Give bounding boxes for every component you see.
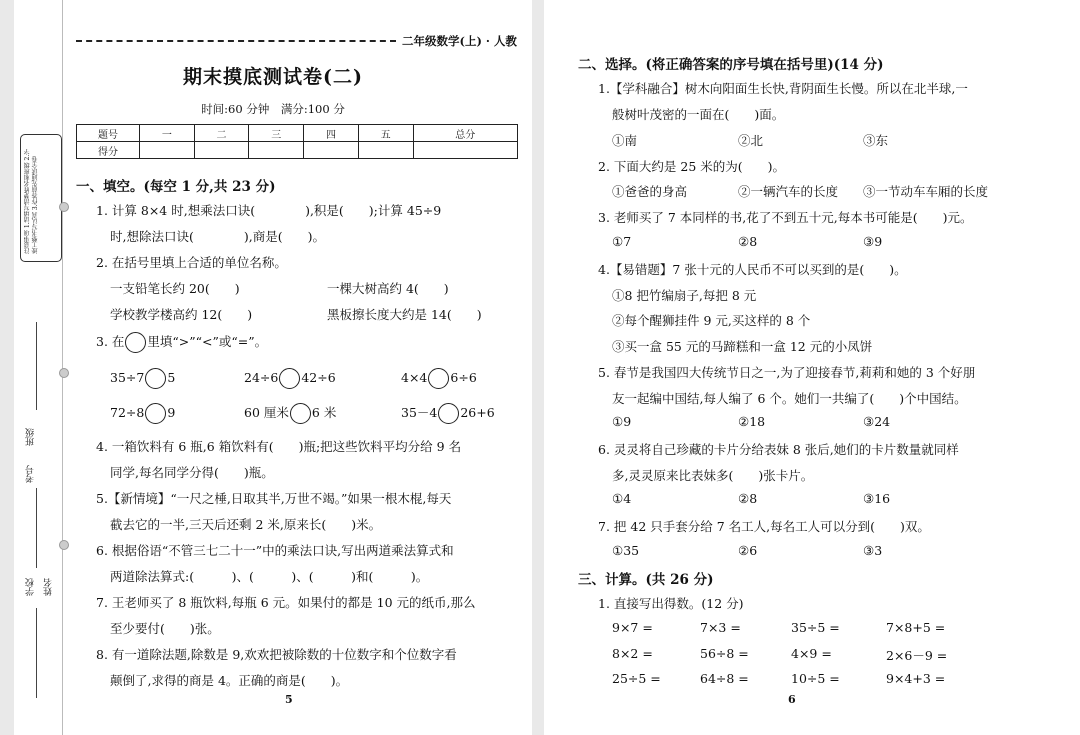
page-title: 期末摸底测试卷(二) bbox=[183, 66, 363, 88]
option[interactable]: ③一节动车车厢的长度 bbox=[863, 184, 989, 199]
option[interactable]: ①南 bbox=[612, 133, 638, 148]
r3-stem: 3. 老师买了 7 本同样的书,花了不到五十元,每本书可能是( )元。 bbox=[598, 210, 973, 225]
calc-item: 9×4+3 = bbox=[886, 671, 946, 686]
compare-item bbox=[110, 402, 175, 424]
option[interactable]: ①9 bbox=[612, 414, 632, 429]
compare-right: 9 bbox=[167, 405, 176, 420]
section2-title: 二、选择。(将正确答案的序号填在括号里)(14 分) bbox=[578, 57, 884, 73]
exam-info: 时间:60 分钟 满分:100 分 bbox=[201, 102, 345, 116]
option[interactable]: ①35 bbox=[612, 543, 640, 558]
page-number: 5 bbox=[285, 693, 293, 706]
calc-item: 9×7 = bbox=[612, 620, 653, 635]
calc-item: 25÷5 = bbox=[612, 671, 661, 686]
compare-left: 24÷6 bbox=[244, 370, 279, 385]
r5-line2: 友一起编中国结,每人编了 6 个。她们一共编了( )个中国结。 bbox=[612, 391, 967, 406]
option[interactable]: ②每个醒狮挂件 9 元,买这样的 8 个 bbox=[612, 313, 811, 328]
option[interactable]: ②8 bbox=[738, 234, 758, 249]
compare-left: 35÷7 bbox=[110, 370, 145, 385]
compare-right: 5 bbox=[167, 370, 176, 385]
r4-stem: 4.【易错题】7 张十元的人民币不可以买到的是( )。 bbox=[598, 262, 907, 277]
score-cell: 三 bbox=[249, 125, 304, 142]
section1-title: 一、填空。(每空 1 分,共 23 分) bbox=[76, 179, 276, 195]
section3-title: 三、计算。(共 26 分) bbox=[578, 572, 714, 588]
compare-left: 72÷8 bbox=[110, 405, 145, 420]
compare-right: 6 米 bbox=[311, 405, 337, 420]
calc-item: 2×6－9 = bbox=[886, 648, 948, 663]
score-input-cell[interactable] bbox=[304, 142, 359, 159]
option[interactable]: ①7 bbox=[612, 234, 632, 249]
calc-item: 8×2 = bbox=[612, 646, 653, 661]
calc-item: 64÷8 = bbox=[700, 671, 749, 686]
q5-line1: 5.【新情境】“一尺之棰,日取其半,万世不竭。”如果一根木棍,每天 bbox=[96, 491, 452, 506]
q8-line1: 8. 有一道除法题,除数是 9,欢欢把被除数的十位数字和个位数字看 bbox=[96, 647, 457, 662]
option[interactable]: ②一辆汽车的长度 bbox=[738, 184, 839, 199]
q2-item: 学校教学楼高约 12( ) bbox=[110, 307, 253, 322]
compare-right: 26+6 bbox=[460, 405, 495, 420]
q7-line2: 至少要付( )张。 bbox=[110, 621, 220, 636]
q6-line1: 6. 根据俗语“不管三七二十一”中的乘法口诀,写出两道乘法算式和 bbox=[96, 543, 454, 558]
option[interactable]: ①4 bbox=[612, 491, 632, 506]
option[interactable]: ②北 bbox=[738, 133, 764, 148]
exam-no-line bbox=[36, 488, 38, 568]
option[interactable]: ①8 把竹编扇子,每把 8 元 bbox=[612, 288, 757, 303]
compare-right: 6÷6 bbox=[450, 370, 477, 385]
score-input-cell[interactable] bbox=[413, 142, 517, 159]
name-line bbox=[36, 608, 38, 698]
q2-item: 一棵大树高约 4( ) bbox=[327, 281, 449, 296]
compare-circle-icon[interactable] bbox=[145, 403, 166, 424]
calc-item: 7×3 = bbox=[700, 620, 741, 635]
compare-left: 60 厘米 bbox=[244, 405, 289, 420]
compare-circle-icon[interactable] bbox=[290, 403, 311, 424]
q4-line2: 同学,每名同学分得( )瓶。 bbox=[110, 465, 274, 480]
option[interactable]: ②18 bbox=[738, 414, 766, 429]
score-cell: 总分 bbox=[413, 125, 517, 142]
score-cell: 得分 bbox=[77, 142, 140, 159]
name-label: 姓名 bbox=[44, 578, 54, 596]
compare-item bbox=[401, 402, 495, 424]
score-table bbox=[76, 124, 518, 159]
compare-left: 4×4 bbox=[401, 370, 428, 385]
score-cell: 四 bbox=[304, 125, 359, 142]
compare-circle-icon[interactable] bbox=[428, 368, 449, 389]
score-table-score-row bbox=[77, 142, 518, 159]
r1-line2: 般树叶茂密的一面在( )面。 bbox=[612, 107, 785, 122]
score-cell: 题号 bbox=[77, 125, 140, 142]
punch-hole bbox=[59, 368, 69, 378]
compare-item bbox=[244, 402, 336, 424]
grade-tag: 二年级数学(上) · 人教 bbox=[402, 34, 517, 48]
q1-line1: 1. 计算 8×4 时,想乘法口诀( ),积是( );计算 45÷9 bbox=[96, 203, 442, 218]
q8-line2: 颠倒了,求得的商是 4。正确的商是( )。 bbox=[110, 673, 349, 688]
calc-item: 56÷8 = bbox=[700, 646, 749, 661]
compare-item bbox=[244, 367, 336, 389]
compare-right: 42÷6 bbox=[301, 370, 336, 385]
r7-stem: 7. 把 42 只手套分给 7 名工人,每名工人可以分到( )双。 bbox=[598, 519, 930, 534]
left-page bbox=[14, 0, 532, 735]
right-page bbox=[544, 0, 1080, 735]
punch-hole bbox=[59, 202, 69, 212]
option[interactable]: ③3 bbox=[863, 543, 883, 558]
r6-line1: 6. 灵灵将自己珍藏的卡片分给表妹 8 张后,她们的卡片数量就同样 bbox=[598, 442, 959, 457]
r6-line2: 多,灵灵原来比表妹多( )张卡片。 bbox=[612, 468, 814, 483]
option[interactable]: ②6 bbox=[738, 543, 758, 558]
compare-left: 35－4 bbox=[401, 405, 438, 420]
score-input-cell[interactable] bbox=[140, 142, 195, 159]
r2-stem: 2. 下面大约是 25 米的为( )。 bbox=[598, 159, 786, 174]
school-label: 学校 bbox=[26, 578, 36, 596]
s3-q1-stem: 1. 直接写出得数。(12 分) bbox=[598, 596, 744, 611]
class-label: 班级 bbox=[26, 428, 36, 446]
score-cell: 五 bbox=[358, 125, 413, 142]
option[interactable]: ③16 bbox=[863, 491, 891, 506]
compare-item bbox=[401, 367, 477, 389]
option[interactable]: ③买一盒 55 元的马蹄糕和一盒 12 元的小凤饼 bbox=[612, 339, 873, 354]
calc-item: 7×8+5 = bbox=[886, 620, 946, 635]
q1-line2: 时,想除法口诀( ),商是( )。 bbox=[110, 229, 325, 244]
calc-item: 4×9 = bbox=[791, 646, 832, 661]
r5-line1: 5. 春节是我国四大传统节日之一,为了迎接春节,莉莉和她的 3 个好朋 bbox=[598, 365, 976, 380]
calc-item: 10÷5 = bbox=[791, 671, 840, 686]
q2-stem: 2. 在括号里填上合适的单位名称。 bbox=[96, 255, 287, 270]
score-input-cell[interactable] bbox=[194, 142, 249, 159]
page-number: 6 bbox=[788, 693, 796, 706]
exam-no-label: 考号 bbox=[26, 465, 36, 483]
compare-circle-icon bbox=[125, 332, 146, 353]
q2-item: 黑板擦长度大约是 14( ) bbox=[327, 307, 482, 322]
q3-prefix: 3. 在 bbox=[96, 334, 125, 349]
q5-line2: 截去它的一半,三天后还剩 2 米,原来长( )米。 bbox=[110, 517, 382, 532]
option[interactable]: ③9 bbox=[863, 234, 883, 249]
option[interactable]: ②8 bbox=[738, 491, 758, 506]
r1-line1: 1.【学科融合】树木向阳面生长快,背阴面生长慢。所以在北半球,一 bbox=[598, 81, 968, 96]
score-input-cell[interactable] bbox=[249, 142, 304, 159]
compare-circle-icon[interactable] bbox=[279, 368, 300, 389]
punch-hole bbox=[59, 540, 69, 550]
calc-item: 35÷5 = bbox=[791, 620, 840, 635]
q7-line1: 7. 王老师买了 8 瓶饮料,每瓶 6 元。如果付的都是 10 元的纸币,那么 bbox=[96, 595, 476, 610]
header-dash-line bbox=[76, 40, 396, 42]
q3-suffix: 里填“>”“<”或“=”。 bbox=[147, 334, 268, 349]
q3-stem bbox=[96, 331, 267, 353]
option[interactable]: ①爸爸的身高 bbox=[612, 184, 688, 199]
compare-circle-icon[interactable] bbox=[145, 368, 166, 389]
q2-item: 一支铅笔长约 20( ) bbox=[110, 281, 240, 296]
score-cell: 二 bbox=[194, 125, 249, 142]
compare-circle-icon[interactable] bbox=[438, 403, 459, 424]
q4-line1: 4. 一箱饮料有 6 瓶,6 箱饮料有( )瓶;把这些饮料平均分给 9 名 bbox=[96, 439, 462, 454]
option[interactable]: ③东 bbox=[863, 133, 889, 148]
score-input-cell[interactable] bbox=[358, 142, 413, 159]
q6-line2: 两道除法算式:( )、( )、( )和( )。 bbox=[110, 569, 429, 584]
notice-text: 注意事项 1.请填写清楚姓名和班级 2.字迹工整书写认真 3.作答前先通读全卷 bbox=[24, 148, 39, 254]
compare-item bbox=[110, 367, 175, 389]
class-line bbox=[36, 322, 38, 410]
option[interactable]: ③24 bbox=[863, 414, 891, 429]
score-table-header-row bbox=[77, 125, 518, 142]
score-cell: 一 bbox=[140, 125, 195, 142]
